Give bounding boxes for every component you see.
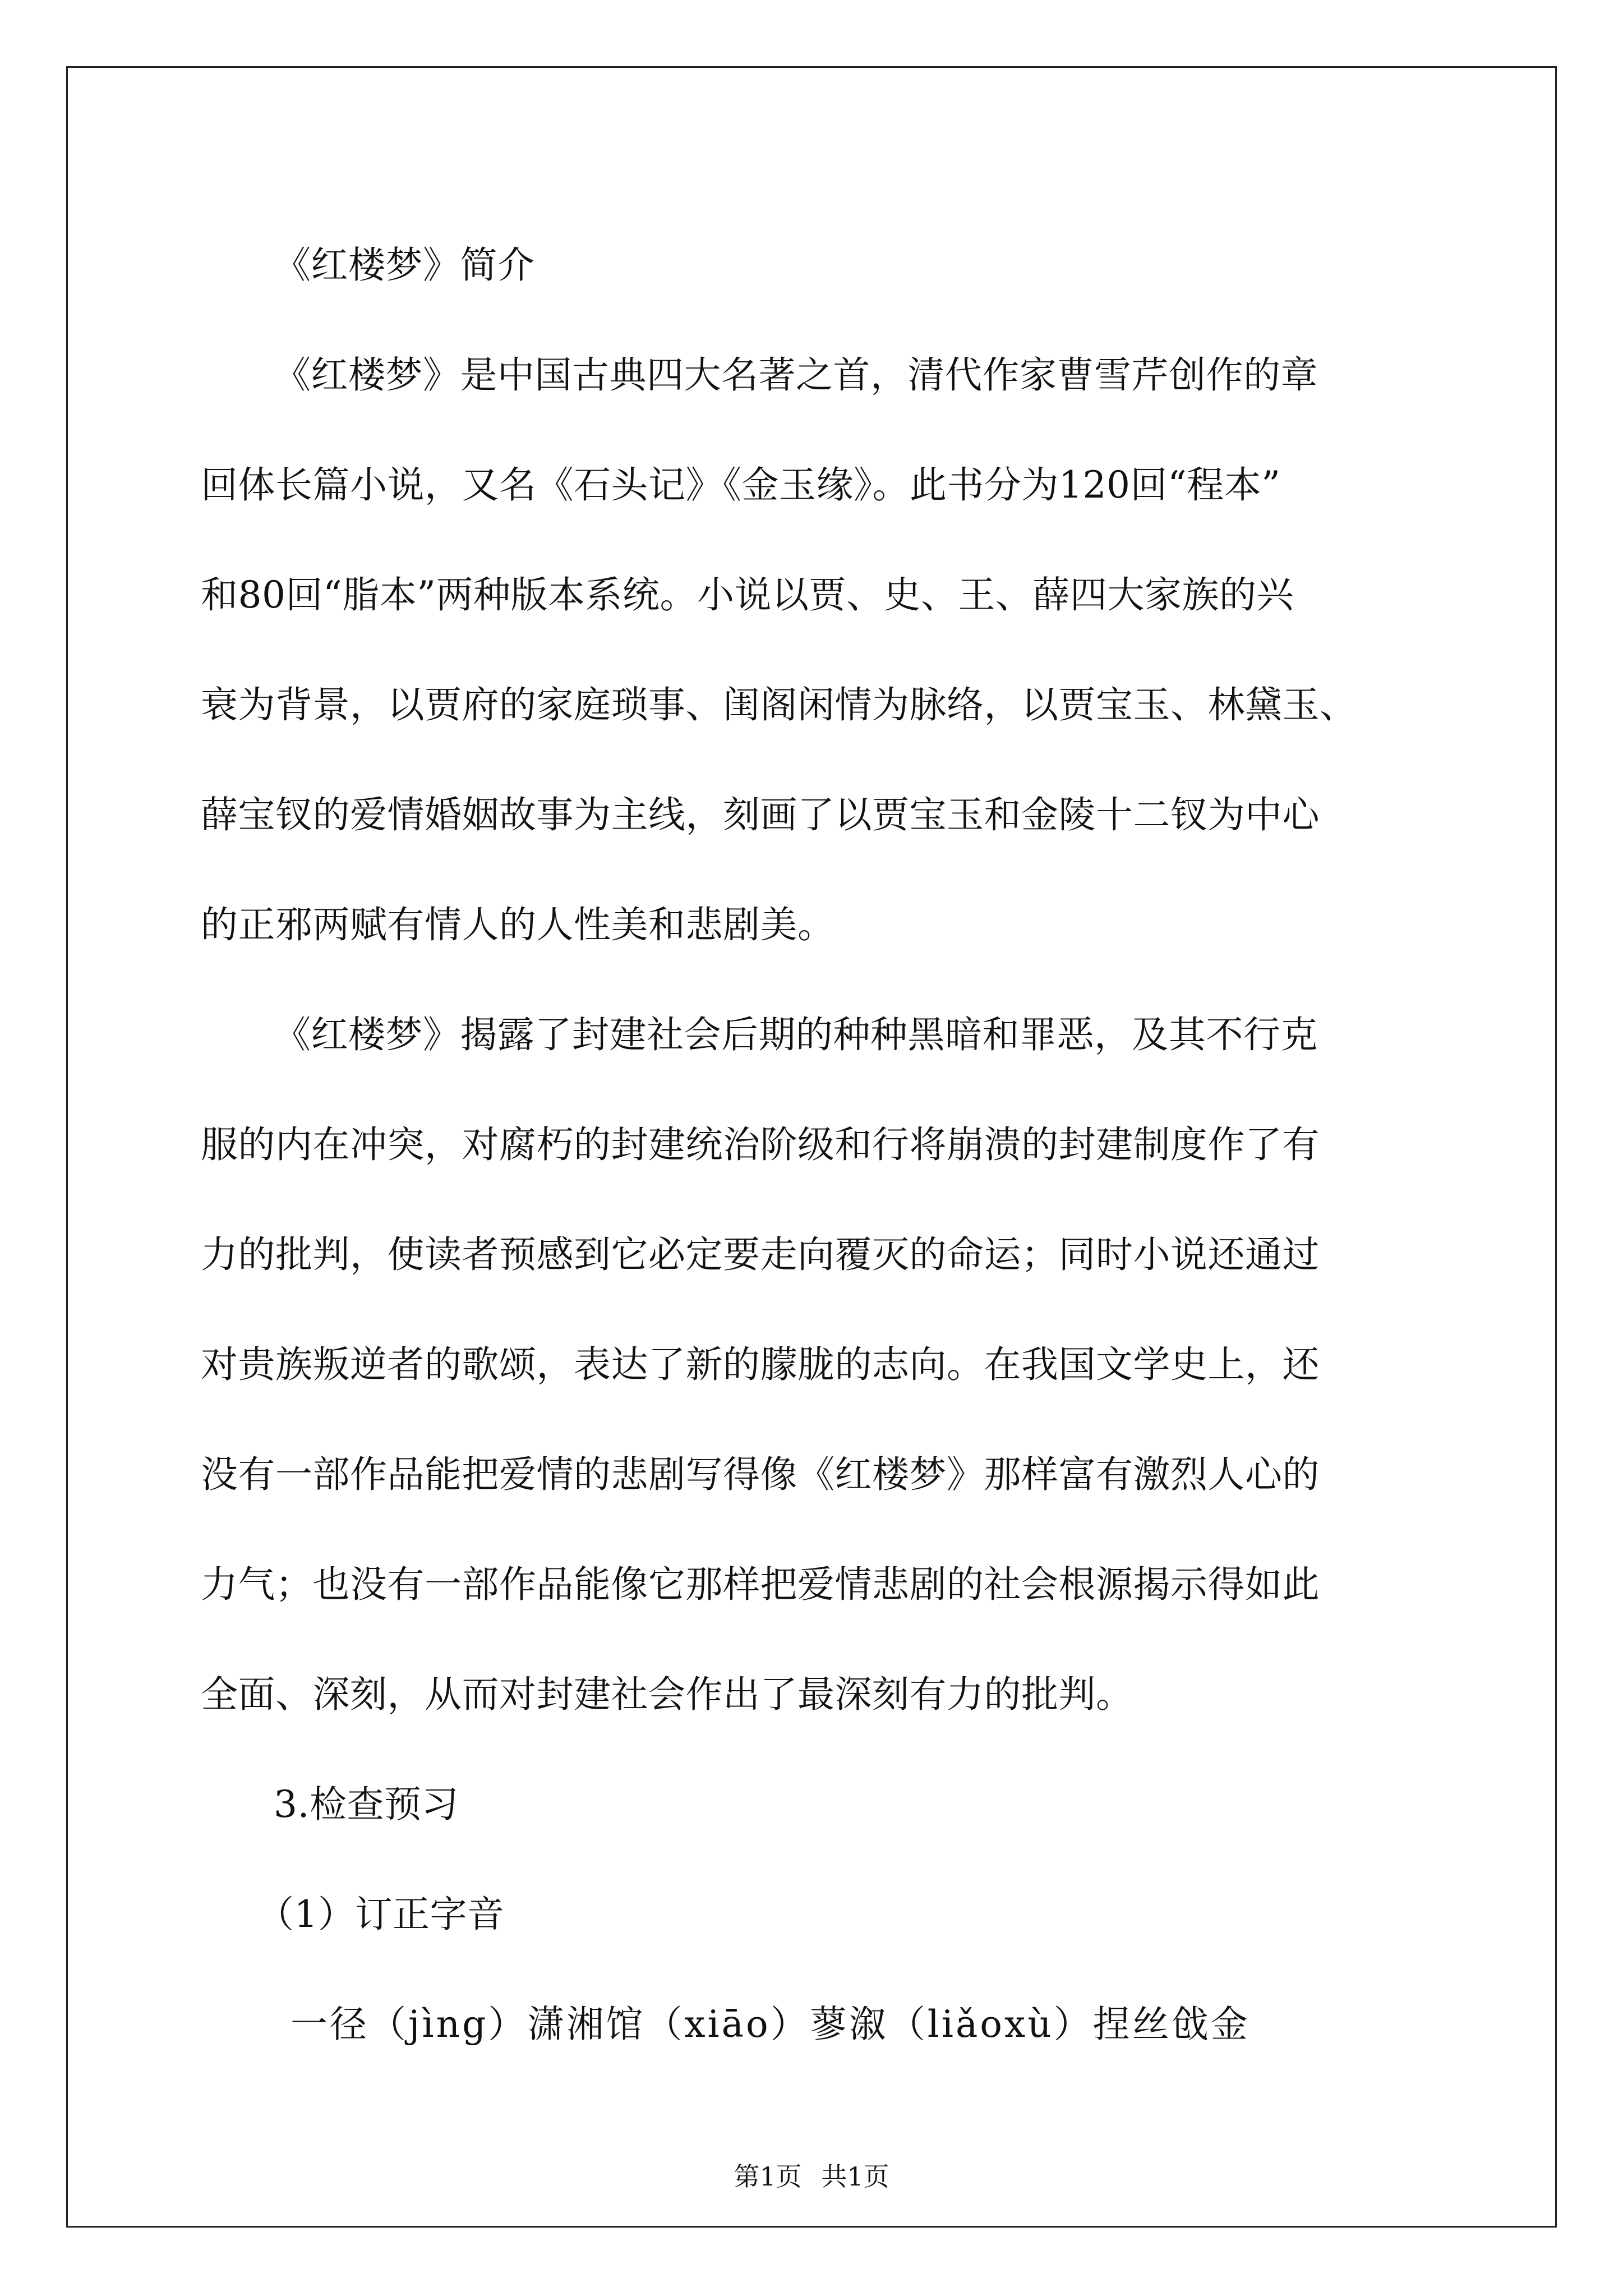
section-heading: 3.检查预习 <box>274 1783 459 1826</box>
paragraph-1-line-6: 的正邪两赋有情人的人性美和悲剧美。 <box>201 903 835 946</box>
paragraph-1-line-1: 《红楼梦》是中国古典四大名著之首，清代作家曹雪芹创作的章 <box>274 353 1318 397</box>
document-body <box>201 210 1491 2079</box>
paragraph-1-line-4: 衰为背景，以贾府的家庭琐事、闺阁闲情为脉络，以贾宝玉、林黛玉、 <box>201 683 1357 726</box>
paragraph-1-line-2: 回体长篇小说，又名《石头记》《金玉缘》。此书分为120回“程本” <box>201 463 1281 507</box>
page-footer <box>0 2160 1623 2193</box>
paragraph-2-line-4: 对贵族叛逆者的歌颂，表达了新的朦胧的志向。在我国文学史上，还 <box>201 1343 1320 1386</box>
paragraph-2-line-7: 全面、深刻，从而对封建社会作出了最深刻有力的批判。 <box>201 1673 1133 1716</box>
document-heading: 《红楼梦》简介 <box>274 243 535 287</box>
paragraph-1-line-3: 和80回“脂本”两种版本系统。小说以贾、史、王、薛四大家族的兴 <box>201 573 1294 616</box>
paragraph-2-line-6: 力气；也没有一部作品能像它那样把爱情悲剧的社会根源揭示得如此 <box>201 1563 1320 1606</box>
paragraph-2-line-5: 没有一部作品能把爱情的悲剧写得像《红楼梦》那样富有激烈人心的 <box>201 1453 1320 1496</box>
pronunciation-line: 一径（jìng）潇湘馆（xiāo）蓼溆（liǎoxù）捏丝戗金 <box>291 2003 1250 2046</box>
paragraph-2-line-2: 服的内在冲突，对腐朽的封建统治阶级和行将崩溃的封建制度作了有 <box>201 1123 1320 1166</box>
total-pages: 共1页 <box>821 2161 889 2192</box>
subsection-heading: （1）订正字音 <box>257 1893 505 1936</box>
page-number: 第1页 <box>734 2161 802 2192</box>
paragraph-1-line-5: 薛宝钗的爱情婚姻故事为主线，刻画了以贾宝玉和金陵十二钗为中心 <box>201 793 1320 836</box>
paragraph-2-line-1: 《红楼梦》揭露了封建社会后期的种种黑暗和罪恶，及其不行克 <box>274 1013 1318 1056</box>
paragraph-2-line-3: 力的批判，使读者预感到它必定要走向覆灭的命运；同时小说还通过 <box>201 1233 1320 1276</box>
